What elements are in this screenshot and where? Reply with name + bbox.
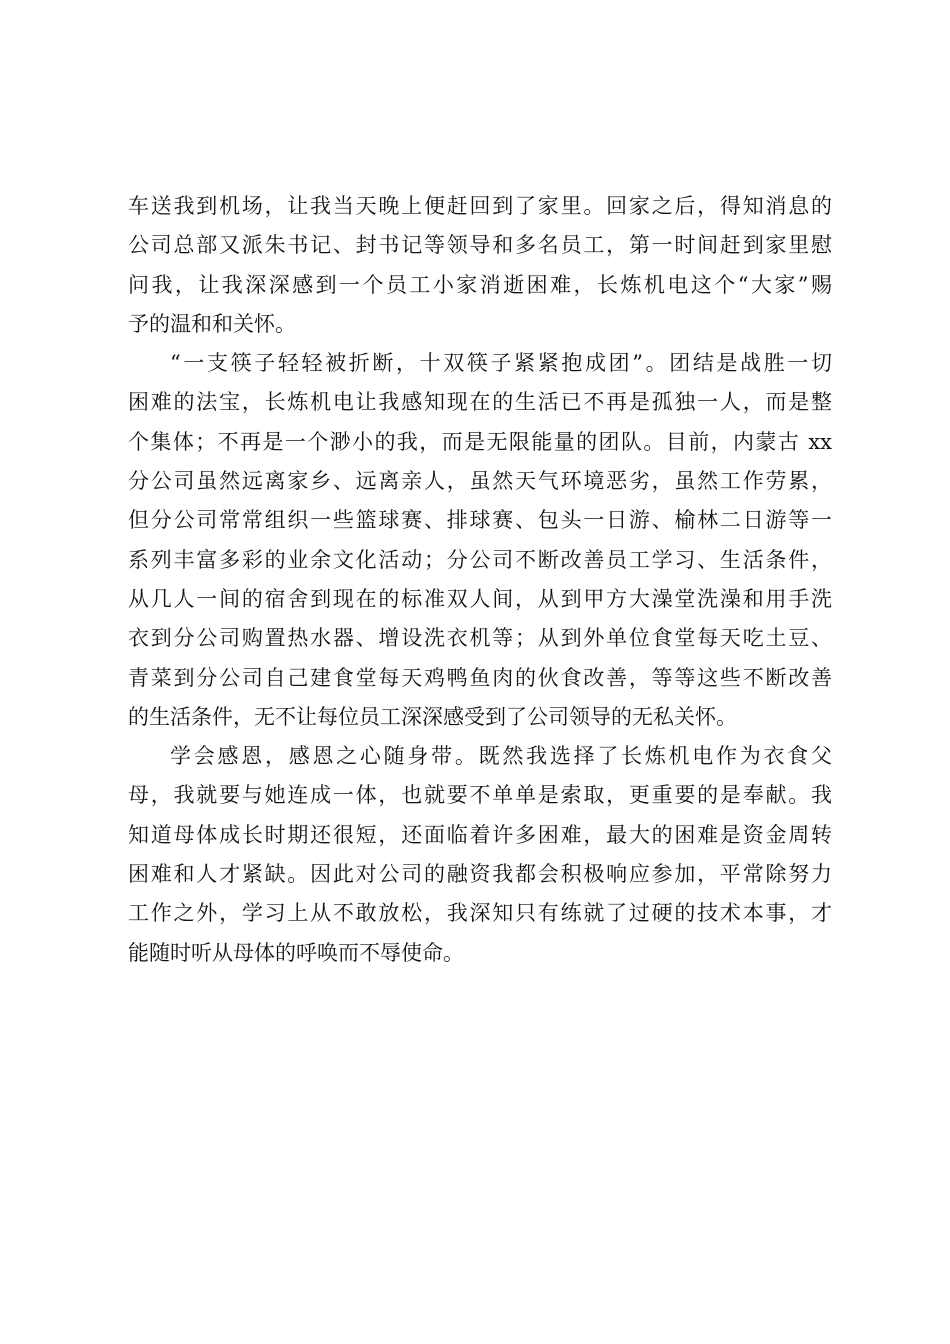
text-line: 困难的法宝，长炼机电让我感知现在的生活已不再是孤独一人，而是整 [128,390,832,415]
text-line: 能随时听从母体的呼唤而不辱使命。 [128,940,464,965]
text-line: 衣到分公司购置热水器、增设洗衣机等；从到外单位食堂每天吃土豆、 [128,626,832,651]
text-line: 知道母体成长时期还很短，还面临着许多困难，最大的困难是资金周转 [128,822,832,847]
text-line: 但分公司常常组织一些篮球赛、排球赛、包头一日游、榆林二日游等一 [128,508,832,533]
text-line: 的生活条件，无不让每位员工深深感受到了公司领导的无私关怀。 [128,704,737,729]
text-line: 青菜到分公司自己建食堂每天鸡鸭鱼肉的伙食改善，等等这些不断改善 [128,665,832,690]
text-line: 工作之外，学习上从不敢放松，我深知只有练就了过硬的技术本事，才 [128,901,832,926]
text-line: 车送我到机场，让我当天晚上便赶回到了家里。回家之后，得知消息的 [128,194,832,218]
body-text [128,187,832,973]
text-line: “一支筷子轻轻被折断，十双筷子紧紧抱成团”。团结是战胜一切 [170,351,832,376]
text-line: 系列丰富多彩的业余文化活动；分公司不断改善员工学习、生活条件， [128,547,832,572]
text-line: 困难和人才紧缺。因此对公司的融资我都会积极响应参加，平常除努力 [128,862,832,887]
text-line: 学会感恩，感恩之心随身带。既然我选择了长炼机电作为衣食父 [170,744,832,769]
text-line: 分公司虽然远离家乡、远离亲人，虽然天气环境恶劣，虽然工作劳累， [128,469,832,494]
text-line: 予的温和和关怀。 [128,311,296,336]
text-line: 问我，让我深深感到一个员工小家消逝困难，长炼机电这个“大家”赐 [128,272,832,297]
text-line: 公司总部又派朱书记、封书记等领导和多名员工，第一时间赶到家里慰 [128,233,832,258]
text-line: 母，我就要与她连成一体，也就要不单单是索取，更重要的是奉献。我 [128,783,832,808]
text-line: 个集体；不再是一个渺小的我，而是无限能量的团队。目前，内蒙古 xx [128,429,832,454]
text-line: 从几人一间的宿舍到现在的标准双人间，从到甲方大澡堂洗澡和用手洗 [128,586,832,611]
